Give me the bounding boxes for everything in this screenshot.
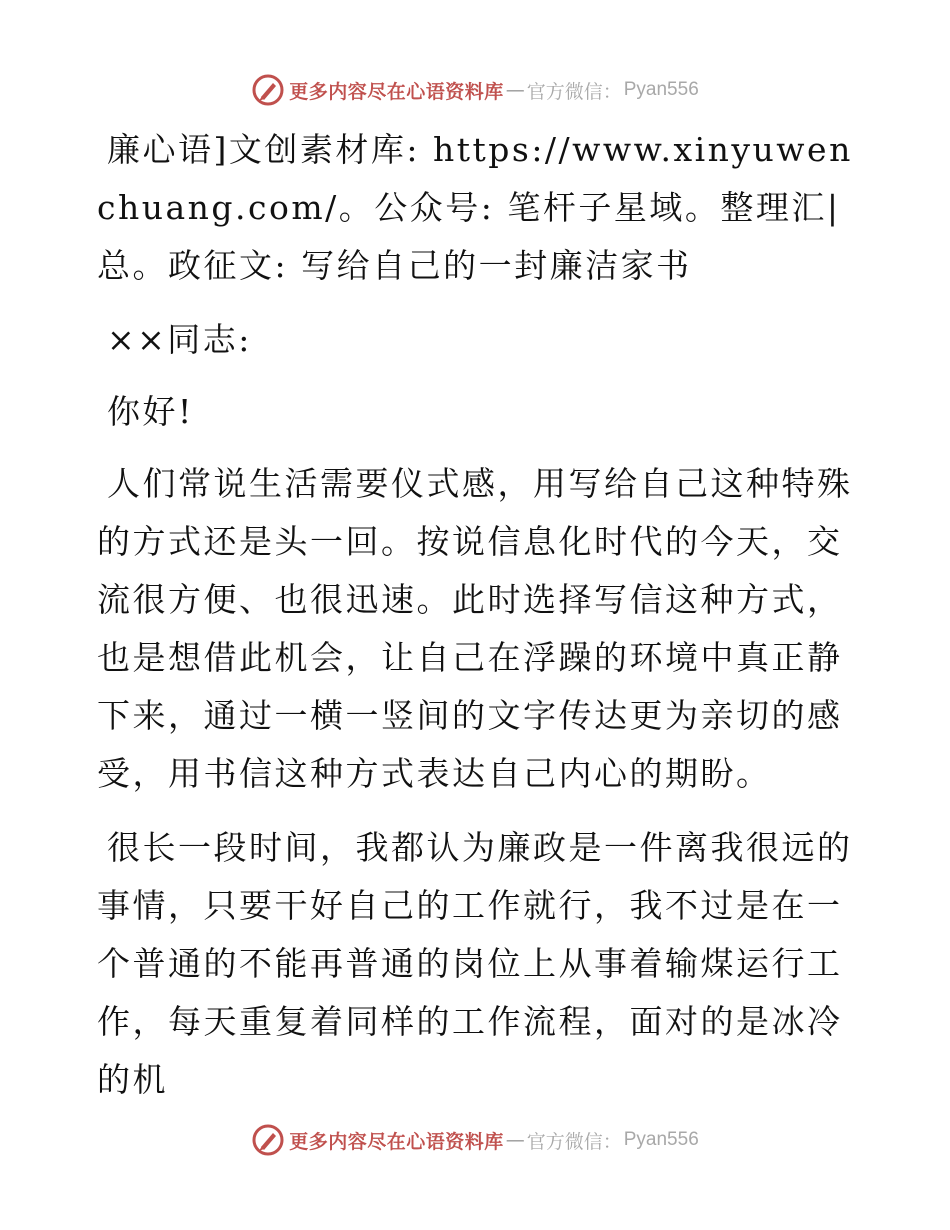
brand-name: 更多内容尽在心语资料库 (289, 80, 504, 103)
body-paragraph: 人们常说生活需要仪式感，用写给自己这种特殊的方式还是头一回。按说信息化时代的今天，交流很方便、也很迅速。此时选择写信这种方式，也是想借此机会，让自己在浮躁的环境中真正静下来，通过一横一竖间的文字传达更为亲切的感受，用书信这种方式表达自己内心的期盼。 (97, 464, 853, 793)
brand-dash: — (505, 79, 525, 101)
greeting: 你好! (107, 392, 194, 431)
brand-logo-icon (251, 1123, 285, 1157)
brand-wechat-label: 官方微信： (526, 80, 622, 103)
brand-dash: — (505, 1129, 525, 1151)
salutation: ××同志: (107, 320, 252, 359)
brand-logo-icon (251, 73, 285, 107)
brand-wechat-id: Pyan556 (623, 79, 699, 100)
header-watermark (0, 70, 950, 110)
brand-wechat-label: 官方微信： (526, 1130, 622, 1153)
body-paragraph: 很长一段时间，我都认为廉政是一件离我很远的事情，只要干好自己的工作就行，我不过是在一个普通的不能再普通的岗位上从事着输煤运行工作，每天重复着同样的工作流程，面对的是冰冷的机 (97, 828, 853, 1099)
footer-watermark (0, 1120, 950, 1160)
brand-wechat-id: Pyan556 (623, 1129, 699, 1150)
brand-name: 更多内容尽在心语资料库 (289, 1130, 504, 1153)
document-body (97, 121, 857, 1125)
source-line: 廉心语]文创素材库: https://www.xinyuwenchuang.com/。公众号: 笔杆子星域。整理汇|总。政征文: 写给自己的一封廉洁家书 (97, 130, 853, 285)
